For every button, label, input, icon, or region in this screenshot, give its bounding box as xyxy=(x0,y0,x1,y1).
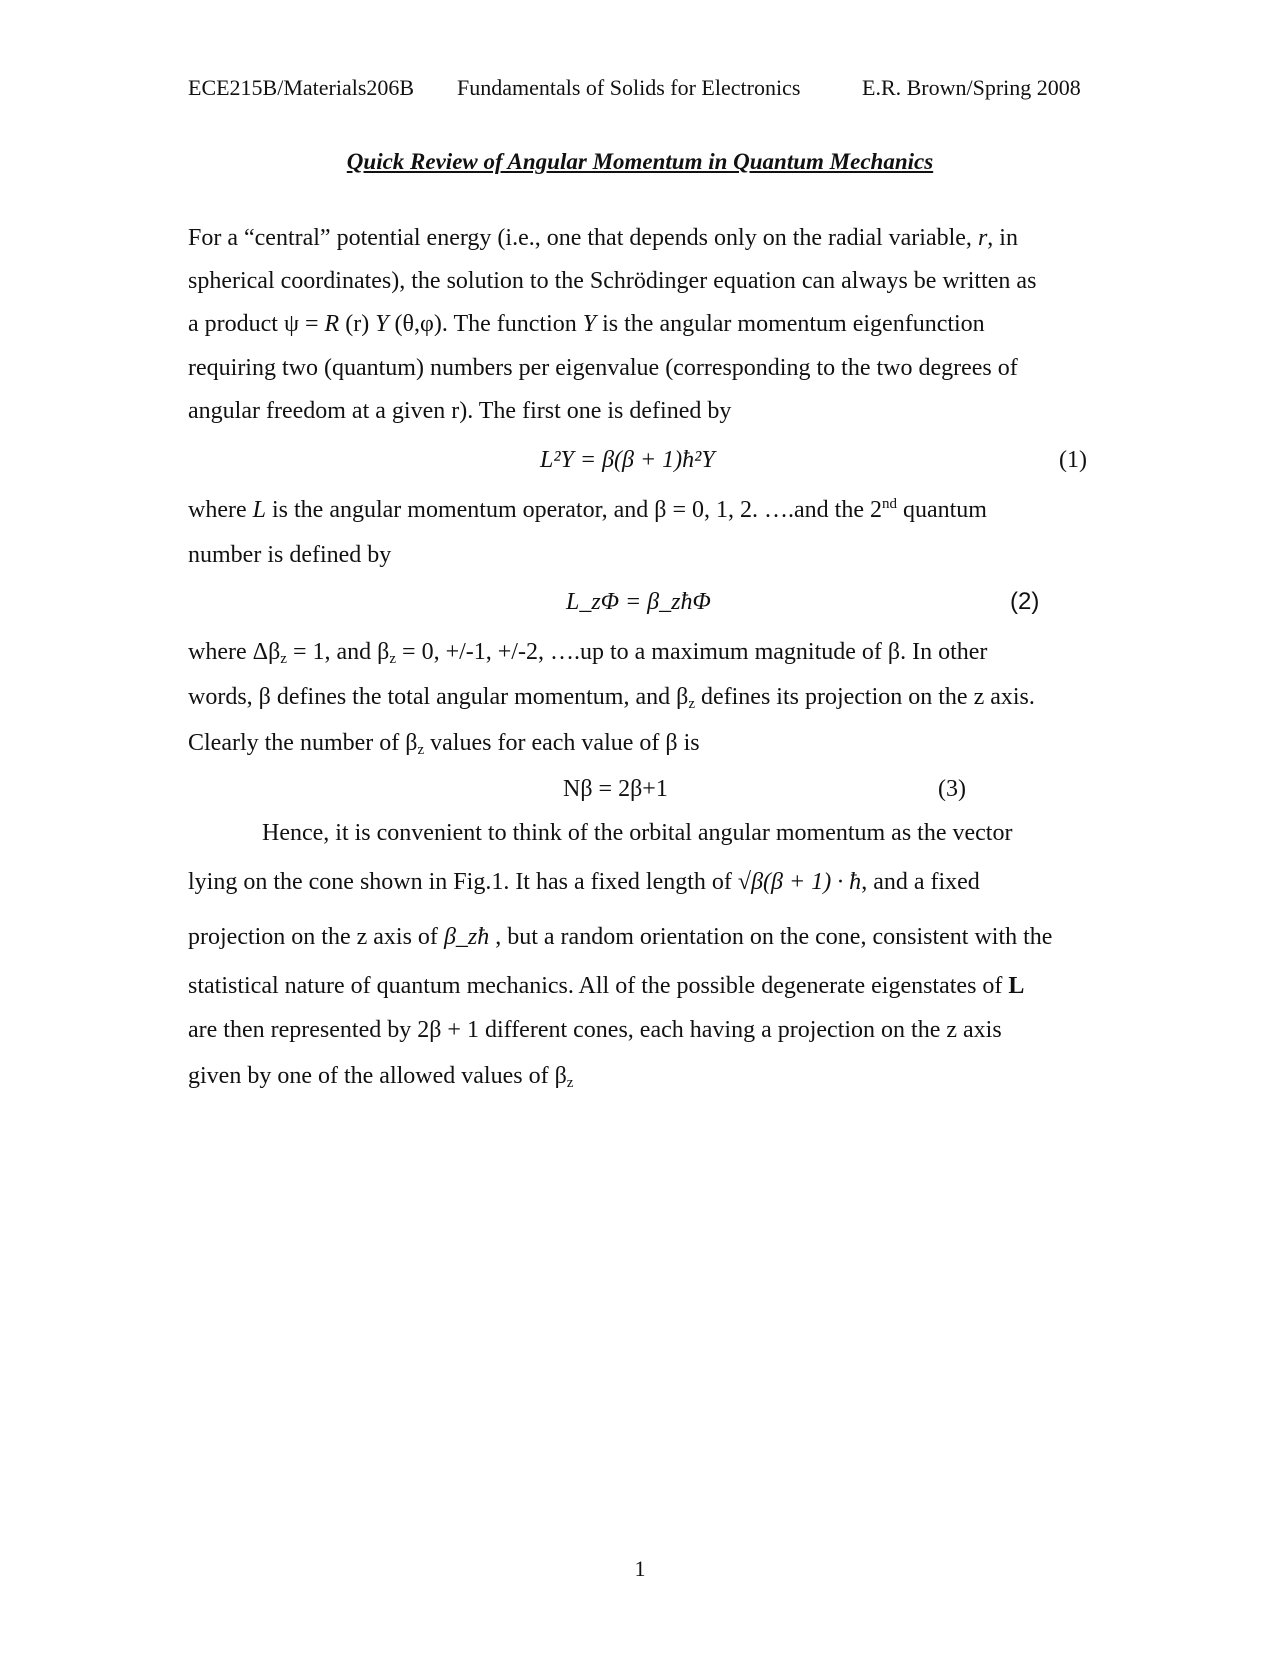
paragraph-4-line-5: are then represented by 2β + 1 different cones, each having a projection on the z axis xyxy=(188,1017,1002,1043)
paragraph-2-line-1: where L is the angular momentum operator, and β = 0, 1, 2. ….and the 2nd quantum xyxy=(188,496,987,523)
paragraph-1-line-3: a product ψ = R (r) Y (θ,φ). The function Y is the angular momentum eigenfunction xyxy=(188,311,985,337)
paragraph-4-line-3: projection on the z axis of β_zħ , but a random orientation on the cone, consistent with the xyxy=(188,924,1053,950)
paragraph-3-line-3: Clearly the number of $\beta_z$ values for each value of β is xyxy=(188,730,700,758)
paragraph-3-line-2: words, β defines the total angular momentum, and $\beta_z$ defines its projection on the z axis. xyxy=(188,684,1035,712)
length-expression: √β(β + 1) · ħ xyxy=(737,869,862,895)
paragraph-4-line-4: statistical nature of quantum mechanics. All of the possible degenerate eigenstates of L xyxy=(188,973,1025,999)
paragraph-1-line-4: requiring two (quantum) numbers per eigenvalue (corresponding to the two degrees of xyxy=(188,355,1018,381)
header-course: ECE215B/Materials206B xyxy=(188,75,415,100)
paragraph-1-line-5: angular freedom at a given r). The first one is defined by xyxy=(188,398,732,424)
equation-1-number: (1) xyxy=(1059,447,1087,473)
paragraph-3-line-1: where $\Delta\beta_z = 1$, and $\beta_z = 0$, +/-1, +/-2, ….up to a maximum magnitude of β. In other xyxy=(188,639,988,667)
paragraph-4-line-2: lying on the cone shown in Fig.1. It has a fixed length of √β(β + 1) · ħ, and a fixed xyxy=(188,869,980,895)
header-title: Fundamentals of Solids for Electronics xyxy=(457,75,801,100)
equation-3-number: (3) xyxy=(938,776,966,802)
document-title: Quick Review of Angular Momentum in Quantum Mechanics xyxy=(346,149,934,174)
paragraph-4-line-1: Hence, it is convenient to think of the orbital angular momentum as the vector xyxy=(262,820,1013,846)
paragraph-1-line-1: For a “central” potential energy (i.e., one that depends only on the radial variable, r, in xyxy=(188,225,1018,251)
projection-expression: β_zħ xyxy=(443,924,490,950)
paragraph-4-line-6: given by one of the allowed values of $\beta_z$ xyxy=(188,1063,574,1091)
equation-2: L_zΦ = β_zħΦ xyxy=(566,589,711,615)
paragraph-2-line-2: number is defined by xyxy=(188,542,392,568)
equation-3: Nβ = 2β+1 xyxy=(563,776,668,802)
paragraph-1-line-2: spherical coordinates), the solution to the Schrödinger equation can always be written as xyxy=(188,268,1037,294)
header-author: E.R. Brown/Spring 2008 xyxy=(862,75,1081,100)
equation-1: L²Y = β(β + 1)ħ²Y xyxy=(540,447,715,473)
page-number: 1 xyxy=(634,1556,646,1581)
equation-2-number: (2) xyxy=(1010,588,1040,615)
